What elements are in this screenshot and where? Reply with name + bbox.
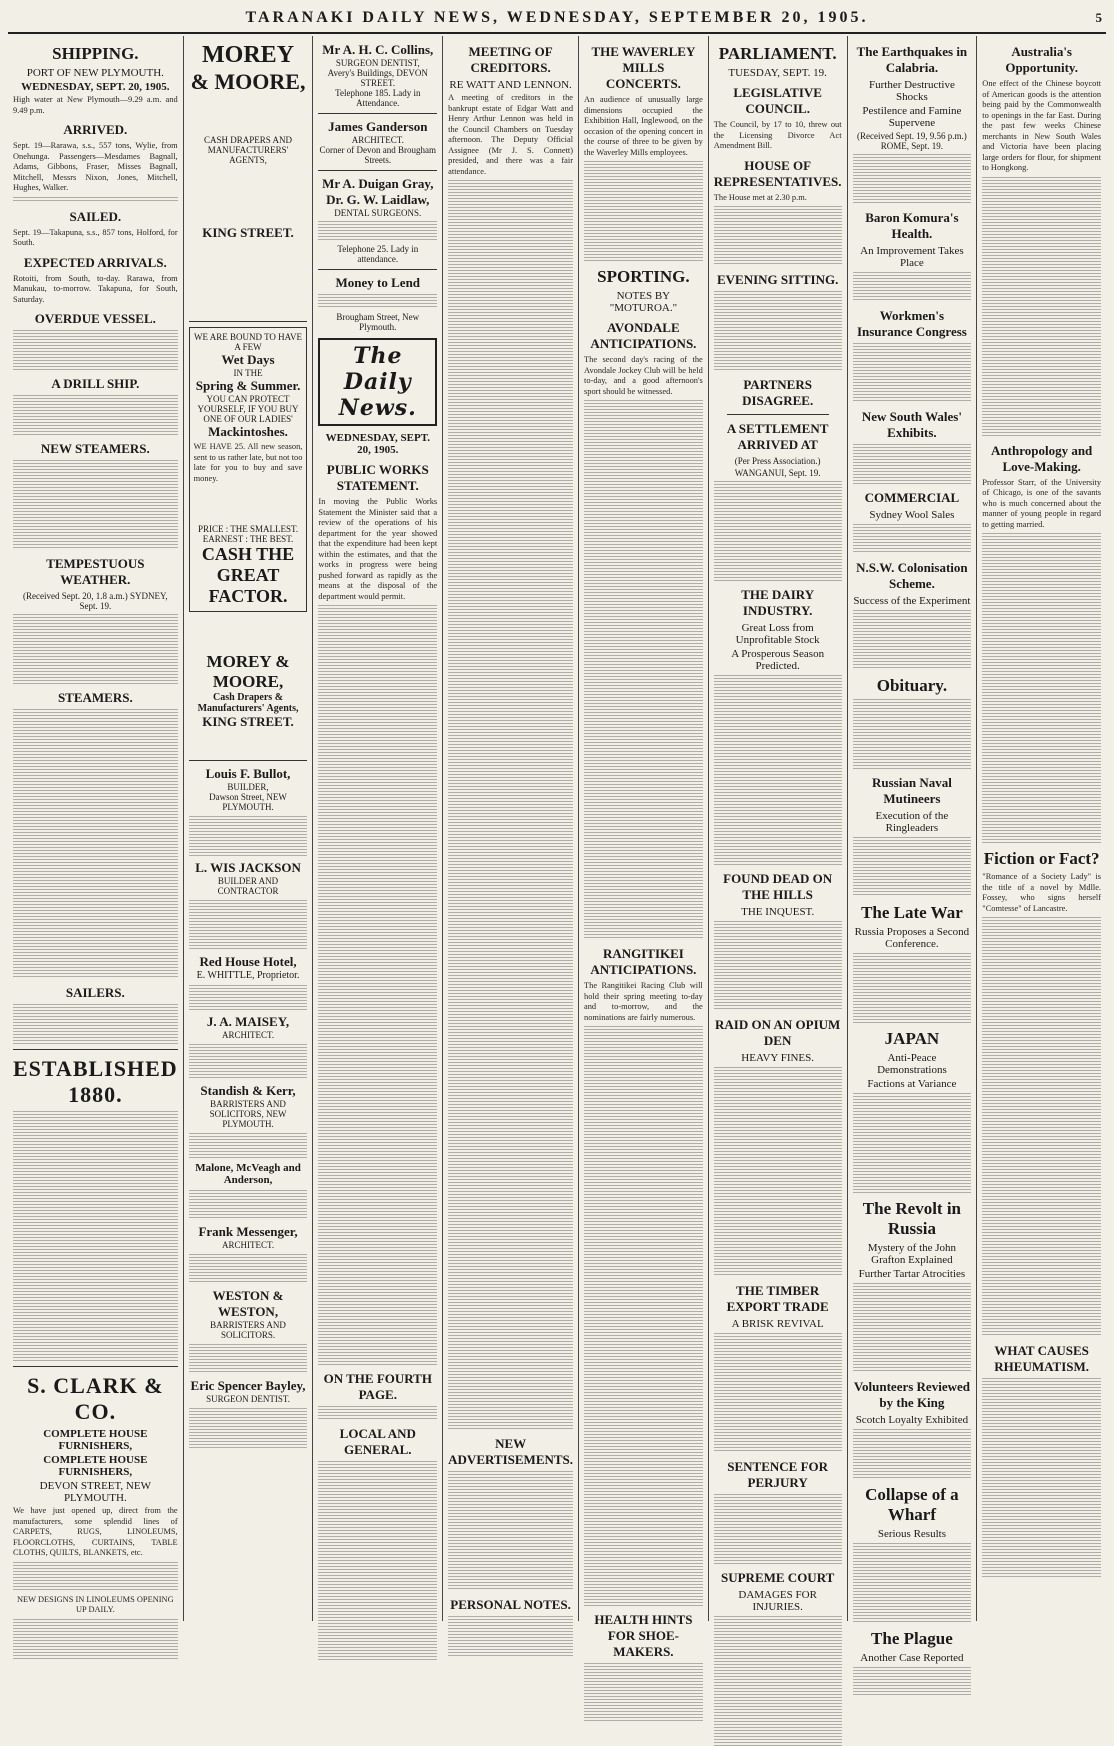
shipping-heading: SHIPPING.: [52, 44, 139, 63]
ad-title: Louis F. Bullot,: [205, 766, 291, 781]
colonisation-heading: N.S.W. Colonisation Scheme.: [856, 560, 968, 591]
ad-title: MOREY: [202, 42, 295, 68]
ad-title: Eric Spencer Bayley,: [190, 1378, 306, 1393]
text-block: [318, 605, 437, 1365]
plague-sub: Another Case Reported: [860, 1652, 964, 1664]
text-block: [714, 675, 842, 865]
war-heading: The Late War: [861, 903, 963, 922]
text-block: [853, 154, 972, 204]
notes-heading: NOTES BY "MOTUROA.": [609, 290, 678, 314]
ganderson-ad: [318, 119, 437, 165]
text-block: [189, 816, 308, 856]
council-text: The Council, by 17 to 10, threw out the Licensing Divorce Act Amendment Bill.: [713, 120, 842, 150]
text-block: [982, 1378, 1101, 1578]
local-general-heading: LOCAL AND GENERAL.: [339, 1426, 416, 1457]
arrived-heading: ARRIVED.: [63, 122, 128, 137]
morey-moore-ad-2: [189, 652, 308, 730]
text-block: [584, 161, 703, 261]
masthead-title: TARANAKI DAILY NEWS, WEDNESDAY, SEPTEMBER 20, 1905.: [245, 9, 869, 26]
paper-date: WEDNESDAY, SEPT. 20, 1905.: [325, 432, 430, 456]
overdue-heading: OVERDUE VESSEL.: [34, 311, 156, 326]
text-block: [714, 1067, 842, 1277]
text-block: [853, 1543, 972, 1623]
column-creditors: [443, 36, 579, 1621]
text-block: [853, 610, 972, 670]
arrived-text: Sept. 19—Rarawa, s.s., 557 tons, Wylie, from Onehunga. Passengers—Mesdames Bagnall, Adams, Gibbons, Fraser, Misses Bagnall, Mitchell, Messrs Nixon, Jones, Mitchell, Hughes, Walker.: [13, 141, 178, 192]
ad-line: ARCHITECT.: [221, 1240, 275, 1250]
fourth-page-heading: ON THE FOURTH PAGE.: [323, 1371, 432, 1402]
ad-line: Corner of Devon and Brougham Streets.: [319, 145, 437, 165]
text-block: [714, 291, 842, 371]
text-block: [584, 1663, 703, 1723]
ad-address: KING STREET.: [202, 225, 294, 240]
ad-line: SURGEON DENTIST,: [335, 58, 420, 68]
column-cables: [848, 36, 978, 1664]
new-ads-heading: NEW ADVERTISEMENTS.: [448, 1436, 574, 1467]
dental-ad: [318, 176, 437, 264]
rangitikei-text: The Rangitikei Racing Club will hold their spring meeting to-day and to-morrow, and the nominations are fairly numerous.: [584, 981, 703, 1022]
ad-line: ARCHITECT.: [351, 135, 404, 145]
maisey-ad: [189, 1014, 308, 1040]
ad-line: BARRISTERS AND SOLICITORS.: [210, 1320, 286, 1340]
text-block: [853, 1283, 972, 1373]
anthropology-heading: Anthropology and Love-Making.: [991, 442, 1093, 474]
house-heading: HOUSE OF REPRESENTATIVES.: [713, 157, 842, 189]
text-block: [448, 180, 573, 1430]
text-block: [189, 1133, 308, 1158]
text-block: [318, 1406, 437, 1420]
columns: [8, 36, 1106, 1664]
text-block: [982, 533, 1101, 843]
rangitikei-heading: RANGITIKEI ANTICIPATIONS.: [590, 946, 697, 977]
weston-ad: [189, 1288, 308, 1340]
anthropology-text: Professor Starr, of the University of Chicago, is one of the savants who is much concerned about the manner of young people in regard to getting married.: [982, 477, 1102, 529]
colonisation-sub: Success of the Experiment: [853, 595, 971, 607]
fiction-text: "Romance of a Society Lady" is the title of a novel by Mdlle. Fossey, who signs herself "Comtesse" of Lancastre.: [982, 872, 1102, 913]
sailed-heading: SAILED.: [69, 208, 122, 224]
ad-line: SURGEON DENTIST.: [206, 1394, 290, 1404]
clark-line-1: COMPLETE HOUSE FURNISHERS,: [43, 1428, 148, 1452]
quake-sub-2: Pestilence and Famine Supervene: [862, 105, 962, 129]
text-block: [714, 921, 842, 1011]
divider: [13, 1366, 178, 1367]
divider: [727, 414, 829, 415]
text-block: [714, 481, 842, 581]
text-block: [448, 1471, 573, 1591]
japan-sub-2: Factions at Variance: [867, 1078, 957, 1090]
ad-title: Money to Lend: [335, 275, 421, 290]
text-block: [318, 221, 437, 241]
text-block: [318, 1461, 437, 1661]
ad-line: Spring & Summer.: [195, 378, 301, 393]
steamers-heading: STEAMERS.: [57, 690, 133, 705]
ad-line: EARNEST : THE BEST.: [202, 534, 294, 544]
text-block: [189, 1344, 308, 1374]
avondale-text: The second day's racing of the Avondale Jockey Club will be held to-day, and a good afternoon's sport should be witnessed.: [584, 355, 703, 396]
divider: [318, 113, 437, 114]
bullot-ad: [189, 766, 308, 812]
ad-title: Standish & Kerr,: [200, 1083, 296, 1098]
text-block: [853, 837, 972, 897]
quake-sub-1: Further Destructive Shocks: [868, 79, 955, 103]
wharf-heading: Collapse of a Wharf: [865, 1485, 959, 1524]
ad-line: Telephone 25. Lady in attendance.: [337, 244, 419, 264]
concerts-text: An audience of unusually large dimensions occupied the Exhibition Hall, Inglewood, on the occasion of the opening concert in the course of three to be given by the Waverley Mills employees.: [584, 95, 703, 157]
text-block: [13, 197, 178, 203]
text-block: [189, 1254, 308, 1284]
ad-line: BARRISTERS AND SOLICITORS, NEW PLYMOUTH.: [209, 1099, 287, 1129]
public-works-heading: PUBLIC WORKS STATEMENT.: [326, 462, 429, 493]
ad-line: BUILDER,: [227, 782, 269, 792]
collins-ad: [318, 42, 437, 108]
text-block: [448, 1616, 573, 1656]
ad-title: & MOORE,: [190, 69, 306, 94]
text-block: [853, 272, 972, 302]
sailers-heading: SAILERS.: [65, 985, 125, 1000]
nsw-exhibits-heading: New South Wales' Exhibits.: [861, 409, 962, 440]
workmen-heading: Workmen's Insurance Congress: [856, 308, 967, 339]
revolt-sub-1: Mystery of the John Grafton Explained: [867, 1242, 957, 1266]
text-block: [189, 900, 308, 950]
baron-sub: An Improvement Takes Place: [860, 245, 964, 269]
text-block: [13, 1004, 178, 1044]
text-block: [853, 444, 972, 484]
fines-heading: HEAVY FINES.: [741, 1052, 815, 1064]
column-shipping: [8, 36, 184, 1621]
ad-line: E. WHITTLE, Proprietor.: [196, 970, 300, 981]
plague-heading: The Plague: [871, 1629, 953, 1648]
mutineers-sub: Execution of the Ringleaders: [875, 810, 949, 834]
concerts-heading: THE WAVERLEY MILLS CONCERTS.: [591, 44, 696, 91]
drill-ship-heading: A DRILL SHIP.: [51, 376, 140, 391]
wool-heading: Sydney Wool Sales: [869, 509, 955, 521]
text-block: [853, 699, 972, 769]
new-steamers-heading: NEW STEAMERS.: [40, 441, 150, 456]
text-block: [853, 343, 972, 403]
text-block: [584, 1026, 703, 1606]
timber-heading: THE TIMBER EXPORT TRADE: [726, 1283, 829, 1314]
japan-sub-1: Anti-Peace Demonstrations: [877, 1052, 947, 1076]
morey-moore-ad: [189, 42, 308, 241]
commercial-heading: COMMERCIAL: [864, 490, 960, 505]
volunteers-sub: Scotch Loyalty Exhibited: [855, 1414, 969, 1426]
parliament-date: TUESDAY, SEPT. 19.: [728, 67, 827, 79]
clark-text: We have just opened up, direct from the manufacturers, some splendid lines of CARPETS, RUGS, LINOLEUMS, FLOORCLOTHS, CURTAINS, TABLE CLOTHS, QUILTS, BLANKETS, etc.: [13, 1506, 178, 1557]
expected-text: Rotoiti, from South, to-day. Rarawa, from Manukau, to-morrow. Takapuna, for South, Saturday.: [13, 273, 178, 304]
page-number: 5: [1095, 10, 1102, 25]
clark-line-2: COMPLETE HOUSE FURNISHERS,: [43, 1454, 148, 1478]
perjury-heading: SENTENCE FOR PERJURY: [727, 1459, 829, 1490]
loss-heading: Great Loss from Unprofitable Stock: [735, 622, 820, 646]
clark-line-3: DEVON STREET, NEW PLYMOUTH.: [39, 1480, 151, 1504]
ad-line: Brougham Street, New Plymouth.: [336, 312, 420, 332]
ad-line: Telephone 185. Lady in Attendance.: [335, 88, 421, 108]
text-block: [714, 1494, 842, 1564]
text-block: [584, 400, 703, 940]
divider: [318, 269, 437, 270]
personal-heading: PERSONAL NOTES.: [450, 1597, 571, 1612]
house-text: The House met at 2.30 p.m.: [713, 192, 807, 202]
text-block: [13, 709, 178, 979]
shipping-date: WEDNESDAY, SEPT. 20, 1905.: [21, 81, 170, 93]
text-block: [714, 206, 842, 266]
ad-line: ARCHITECT.: [221, 1030, 275, 1040]
sporting-heading: SPORTING.: [597, 267, 690, 286]
ad-title: WESTON & WESTON,: [212, 1288, 284, 1319]
text-block: [189, 1044, 308, 1079]
japan-heading: JAPAN: [884, 1029, 940, 1048]
text-block: [13, 1111, 178, 1361]
ad-title: Mr A. H. C. Collins,: [322, 42, 434, 57]
revolt-heading: The Revolt in Russia: [862, 1199, 962, 1238]
creditors-text: A meeting of creditors in the bankrupt estate of Edgar Watt and Henry Arthur Lennon was held in the Council Chambers on Tuesday afternoon. The Deputy Official Assignee (Mr J. S. Connett) presided, and there was a fair attendance.: [448, 93, 574, 176]
text-block: [13, 395, 178, 435]
ad-line: BUILDER AND CONTRACTOR: [217, 876, 279, 896]
ad-line: DENTAL SURGEONS.: [334, 208, 422, 218]
war-sub: Russia Proposes a Second Conference.: [854, 926, 970, 950]
jackson-ad: [189, 860, 308, 896]
ad-text: WE HAVE 25. All new season, sent to us rather late, but not too late for you to buy and save money.: [193, 442, 303, 483]
damages-heading: DAMAGES FOR INJURIES.: [738, 1589, 817, 1613]
text-block: [13, 614, 178, 684]
partners-heading: PARTNERS DISAGREE.: [742, 377, 814, 408]
revolt-sub-2: Further Tartar Atrocities: [858, 1268, 966, 1280]
avondale-heading: AVONDALE ANTICIPATIONS.: [590, 320, 697, 351]
text-block: [982, 177, 1101, 437]
text-block: [13, 1619, 178, 1659]
health-heading: HEALTH HINTS FOR SHOE-MAKERS.: [594, 1612, 693, 1659]
text-block: [853, 953, 972, 1023]
quake-heading: The Earthquakes in Calabria.: [856, 44, 968, 75]
text-block: [13, 330, 178, 370]
rheumatism-heading: WHAT CAUSES RHEUMATISM.: [994, 1343, 1090, 1374]
column-editorial: [313, 36, 443, 1621]
text-block: [13, 1562, 178, 1592]
bayley-ad: [189, 1378, 308, 1404]
ad-line: Dawson Street, NEW PLYMOUTH.: [209, 792, 287, 812]
settlement-heading: A SETTLEMENT ARRIVED AT: [726, 421, 829, 452]
divider: [189, 321, 308, 322]
established-heading: ESTABLISHED 1880.: [13, 1056, 178, 1107]
ad-line: CASH THE GREAT FACTOR.: [201, 544, 295, 606]
standish-ad: [189, 1083, 308, 1129]
evening-heading: EVENING SITTING.: [716, 272, 839, 287]
ad-title: J. A. MAISEY,: [206, 1014, 290, 1029]
text-block: [714, 1333, 842, 1453]
ad-subtitle: CASH DRAPERS AND MANUFACTURERS' AGENTS,: [204, 135, 293, 165]
inquest-heading: THE INQUEST.: [741, 906, 815, 918]
ad-line: Avery's Buildings, DEVON STREET.: [327, 68, 428, 88]
messenger-ad: [189, 1224, 308, 1250]
ad-address: KING STREET.: [202, 714, 294, 729]
creditors-subheading: RE WATT AND LENNON.: [449, 79, 572, 91]
column-sporting: [579, 36, 709, 1659]
mackintosh-ad: [189, 327, 308, 612]
text-block: [318, 294, 437, 309]
ad-line: Wet Days: [221, 352, 275, 367]
clark-heading: S. CLARK & CO.: [27, 1373, 164, 1424]
text-block: [189, 985, 308, 1010]
council-heading: LEGISLATIVE COUNCIL.: [733, 85, 822, 116]
ad-title: James Ganderson: [328, 119, 428, 134]
sailed-text: Sept. 19—Takapuna, s.s., 857 tons, Holford, for South.: [13, 227, 178, 247]
creditors-heading: MEETING OF CREDITORS.: [468, 44, 553, 75]
supreme-court-heading: SUPREME COURT: [721, 1570, 835, 1585]
revival-heading: A BRISK REVIVAL: [731, 1318, 824, 1330]
weather-heading: TEMPESTUOUS WEATHER.: [46, 556, 145, 587]
masthead: [8, 6, 1106, 34]
baron-heading: Baron Komura's Health.: [865, 210, 959, 241]
fiction-heading: Fiction or Fact?: [983, 849, 1100, 868]
text-block: [853, 1093, 972, 1193]
parliament-heading: PARLIAMENT.: [718, 44, 837, 63]
china-heading: Australia's Opportunity.: [1005, 44, 1078, 75]
volunteers-heading: Volunteers Reviewed by the King: [853, 1379, 970, 1410]
divider: [13, 1049, 178, 1050]
wharf-sub: Serious Results: [877, 1528, 946, 1540]
linoleum-heading: NEW DESIGNS IN LINOLEUMS OPENING UP DAILY.: [17, 1594, 174, 1614]
hotel-ad: [189, 954, 308, 981]
column-features: [977, 36, 1106, 1621]
text-block: [189, 1190, 308, 1220]
money-ad: [318, 275, 437, 332]
ad-subtitle: Cash Drapers & Manufacturers' Agents,: [197, 692, 299, 714]
weather-dateline: (Received Sept. 20, 1.8 a.m.) SYDNEY, Sept. 19.: [23, 591, 168, 611]
press-association: (Per Press Association.): [734, 456, 821, 466]
expected-heading: EXPECTED ARRIVALS.: [23, 254, 167, 270]
tide-text: High water at New Plymouth—9.29 a.m. and 9.49 p.m.: [13, 95, 178, 115]
china-text: One effect of the Chinese boycott of American goods is the attention being paid by the Commonwealth to openings in the far East. During the past few weeks Chinese merchants in New South Wales and Victoria have been placing large orders for flour, for shipment to Hongkong.: [982, 79, 1102, 172]
port-line: PORT OF NEW PLYMOUTH.: [26, 67, 164, 79]
text-block: [714, 1616, 842, 1746]
divider: [189, 760, 308, 761]
text-block: [13, 460, 178, 550]
ad-title: Frank Messenger,: [198, 1224, 298, 1239]
found-dead-heading: FOUND DEAD ON THE HILLS: [723, 871, 833, 902]
wanganui-dateline: WANGANUI, Sept. 19.: [734, 468, 821, 478]
mcveagh-ad: [189, 1162, 308, 1186]
ad-title: Malone, McVeagh and Anderson,: [195, 1162, 301, 1186]
ad-line: IN THE: [233, 368, 263, 378]
text-block: [853, 524, 972, 554]
prosperous-heading: A Prosperous Season Predicted.: [731, 648, 825, 672]
ad-line: YOU CAN PROTECT YOURSELF, IF YOU BUY ONE OF OUR LADIES': [197, 394, 299, 424]
column-advertisements: [184, 36, 314, 1621]
ad-title: L. WIS JACKSON: [195, 860, 301, 875]
column-parliament: [709, 36, 848, 1621]
industry-heading: THE DAIRY INDUSTRY.: [741, 587, 815, 618]
text-block: [853, 1429, 972, 1479]
text-block: [982, 917, 1101, 1337]
ad-title: MOREY & MOORE,: [206, 652, 290, 691]
mutineers-heading: Russian Naval Mutineers: [871, 775, 952, 806]
paper-title: The Daily News.: [318, 338, 437, 426]
ad-line: WE ARE BOUND TO HAVE A FEW: [194, 332, 303, 352]
text-block: [853, 1667, 972, 1697]
ad-title: Dr. G. W. Laidlaw,: [326, 192, 430, 207]
ad-title: Red House Hotel,: [199, 954, 297, 969]
text-block: [189, 1408, 308, 1448]
divider: [318, 170, 437, 171]
ad-title: Mr A. Duigan Gray,: [322, 176, 434, 191]
opium-heading: RAID ON AN OPIUM DEN: [715, 1017, 841, 1048]
quake-dateline: (Received Sept. 19, 9.56 p.m.) ROME, Sept. 19.: [857, 131, 967, 151]
public-works-text: In moving the Public Works Statement the Minister said that a review of the operations of his department for the year showed that the expenditure had been kept within the estimates, and that the works in progress were being pushed forward as rapidly as the means at the disposal of the department would permit.: [318, 497, 438, 601]
obituary-heading: Obituary.: [876, 676, 948, 695]
ad-line: Mackintoshes.: [208, 424, 288, 439]
ad-line: PRICE : THE SMALLEST.: [197, 524, 299, 534]
